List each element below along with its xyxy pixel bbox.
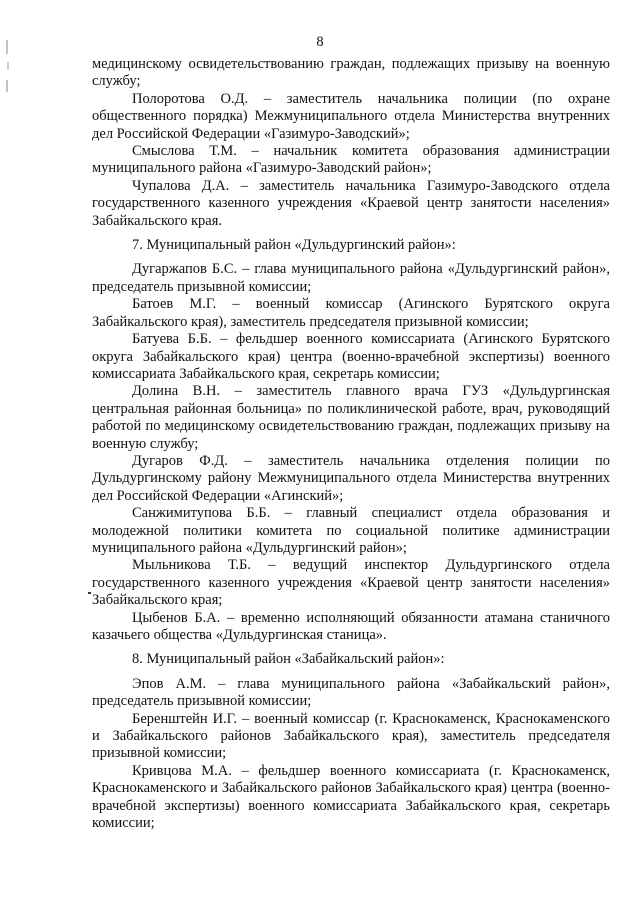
member-entry: Батуева Б.Б. – фельдшер военного комиссариата (Агинского Бурятского округа Забайкальского края) центра (военно-врачебной экспертизы) военного комиссариата Забайкальского края, секретарь комиссии; (92, 331, 610, 382)
section-heading: 7. Муниципальный район «Дульдургинский район»: (132, 237, 456, 254)
member-entry: Чупалова Д.А. – заместитель начальника Газимуро-Заводского отдела государственного казенного учреждения «Краевой центр занятости населения» Забайкальского края. (92, 177, 610, 229)
member-entry: Санжимитупова Б.Б. – главный специалист отдела образования и молодежной политики комитета по социальной политике администрации муниципального района «Дульдургинский район»; (92, 505, 610, 556)
section-heading: 8. Муниципальный район «Забайкальский район»: (132, 651, 445, 668)
member-entry: Мыльникова Т.Б. – ведущий инспектор Дульдургинского отдела государственного казенного учреждения «Краевой центр занятости населения» Забайкальского края; (92, 557, 610, 609)
member-entry: Кривцова М.А. – фельдшер военного комиссариата (г. Краснокаменск, Краснокаменского и Забайкальского районов Забайкальского края) центра (военно-врачебной экспертизы) военного комиссариата Забайкальского края, секретарь комиссии; (92, 762, 610, 832)
member-entry: Эпов А.М. – глава муниципального района «Забайкальский район», председатель призывной комиссии; (92, 675, 610, 710)
member-entry: Долина В.Н. – заместитель главного врача ГУЗ «Дульдургинская центральная районная больница» по поликлинической работе, врач, руководящий работой по медицинскому освидетельствованию граждан, подлежащих призыву на военную службу; (92, 383, 610, 452)
member-entry: Батоев М.Г. – военный комиссар (Агинского Бурятского округа Забайкальского края), заместитель председателя призывной комиссии; (92, 296, 610, 330)
member-entry: Беренштейн И.Г. – военный комиссар (г. Краснокаменск, Краснокаменского и Забайкальского районов Забайкальского края), заместитель председателя призывной комиссии; (92, 710, 610, 762)
paragraph-continuation: медицинскому освидетельствованию граждан, подлежащих призыву на военную службу; (92, 56, 610, 90)
document-body (92, 56, 610, 832)
member-entry: Дугаржапов Б.С. – глава муниципального района «Дульдургинский район», председатель призывной комиссии; (92, 261, 610, 295)
member-entry: Цыбенов Б.А. – временно исполняющий обязанности атамана станичного казачьего общества «Дульдургинская станица». (92, 609, 610, 643)
member-entry: Смыслова Т.М. – начальник комитета образования администрации муниципального района «Газимуро-Заводский район»; (92, 143, 610, 177)
scan-speck (88, 592, 91, 594)
member-entry: Полоротова О.Д. – заместитель начальника полиции (по охране общественного порядка) Межмуниципального отдела Министерства внутренних дел Российской Федерации «Газимуро-Заводский»; (92, 90, 610, 142)
member-entry: Дугаров Ф.Д. – заместитель начальника отделения полиции по Дульдургинскому району Межмуниципального отдела Министерства внутренних дел Российской Федерации «Агинский»; (92, 452, 610, 504)
page-number: 8 (316, 34, 324, 50)
